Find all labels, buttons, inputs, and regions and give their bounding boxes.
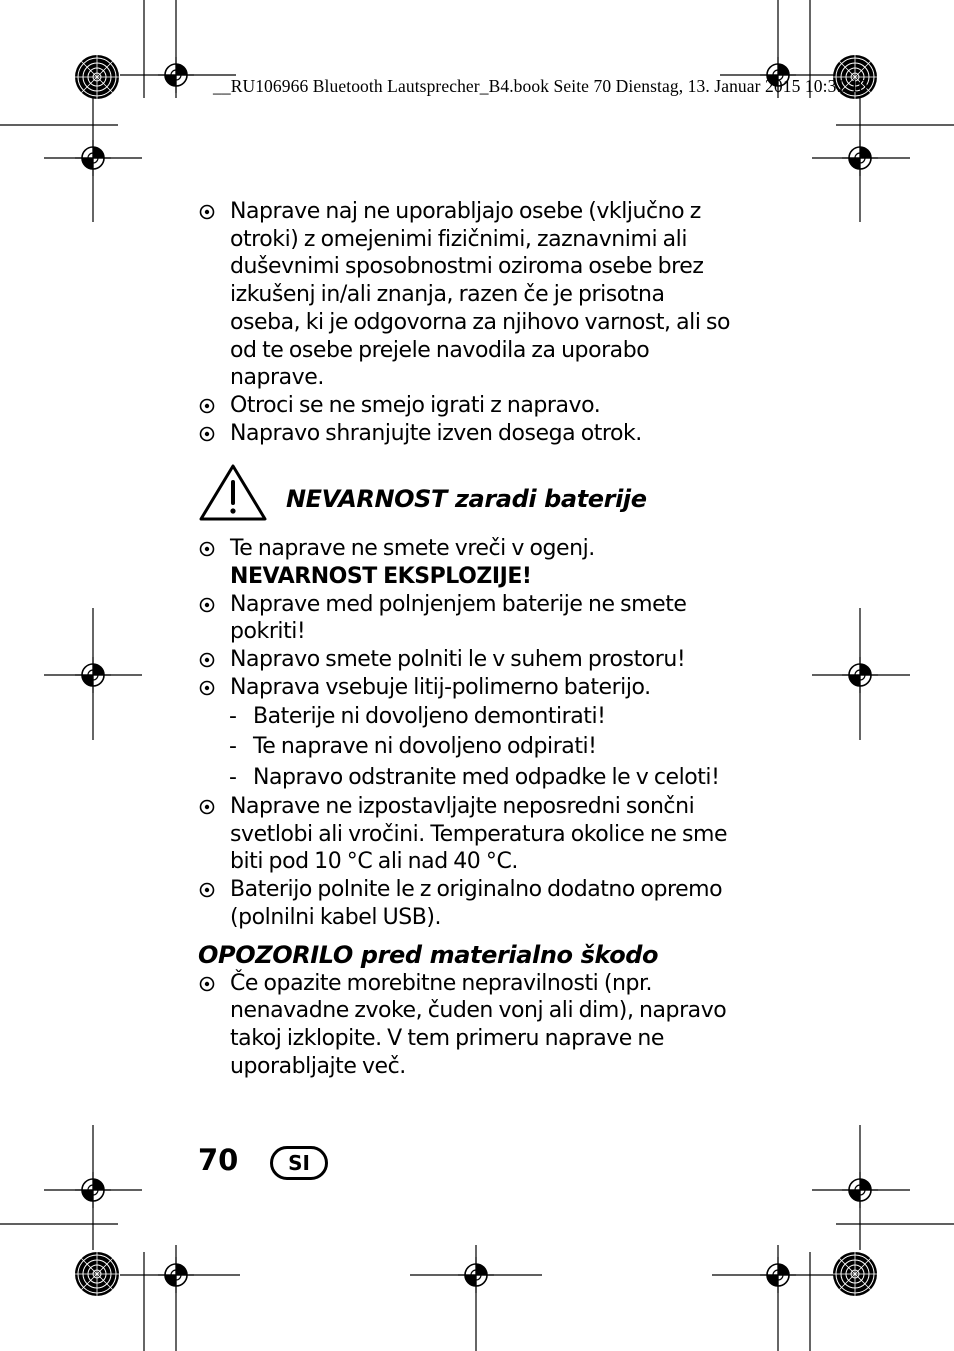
list-item-text: Baterijo polnite le z originalno dodatno opremo (polnilni kabel USB). <box>230 877 723 930</box>
list-item <box>198 876 738 931</box>
list-item-text: Napravo shranjujte izven dosega otrok. <box>230 420 642 446</box>
sub-list-item-text: Napravo odstranite med odpadke le v celoti! <box>253 764 720 790</box>
explosion-warning: NEVARNOST EKSPLOZIJE! <box>230 564 532 590</box>
list-item <box>198 646 738 674</box>
sub-list-item-text: Baterije ni dovoljeno demontirati! <box>253 703 606 729</box>
list-item <box>198 392 738 420</box>
list-item-text: Naprave naj ne uporabljajo osebe (vključno z otroki) z omejenimi fizičnimi, zaznavnimi ali duševnimi sposobnostmi oziroma osebe brez izkušenj in/ali znanja, razen če je prisotna oseba, ki je odgovorna za njihovo varnost, ali so od te osebe prejele navodila za uporabo naprave. <box>230 199 731 391</box>
sub-list-item <box>198 732 738 763</box>
circled-dot-bullet-icon <box>199 652 215 668</box>
list-item-text: Če opazite morebitne nepravilnosti (npr. nenavadne zvoke, čuden vonj ali dim), napravo takoj izklopite. V tem primeru naprave ne uporabljajte več. <box>230 970 727 1079</box>
list-item <box>198 198 738 392</box>
dash-bullet: - <box>229 764 237 790</box>
circled-dot-bullet-icon <box>199 680 215 696</box>
property-damage-heading: OPOZORILO pred materialno škodo <box>198 940 659 969</box>
sub-list-item <box>198 702 738 733</box>
circled-dot-bullet-icon <box>199 597 215 613</box>
dash-bullet: - <box>229 703 237 729</box>
list-item-text: Naprave med polnjenjem baterije ne smete pokriti! <box>230 591 687 645</box>
page-number: 70 <box>198 1143 239 1177</box>
language-badge: SI <box>270 1146 328 1180</box>
list-item-text: Naprava vsebuje litij-polimerno baterijo. <box>230 674 651 700</box>
list-item-text: Otroci se ne smejo igrati z napravo. <box>230 392 601 418</box>
print-header-line: __RU106966 Bluetooth Lautsprecher_B4.book Seite 70 Dienstag, 13. Januar 2015 10:31 10 <box>213 76 868 96</box>
sub-list-item <box>198 763 738 794</box>
warning-triangle-icon <box>198 463 268 523</box>
list-item <box>198 535 738 590</box>
list-item <box>198 591 738 646</box>
circled-dot-bullet-icon <box>199 426 215 442</box>
list-item <box>198 970 738 1081</box>
list-item-text: Te naprave ne smete vreči v ogenj. <box>230 536 595 562</box>
list-item <box>198 793 738 876</box>
circled-dot-bullet-icon <box>199 398 215 414</box>
circled-dot-bullet-icon <box>199 976 215 992</box>
list-item <box>198 420 738 448</box>
circled-dot-bullet-icon <box>199 541 215 557</box>
list-item <box>198 674 738 702</box>
dash-bullet: - <box>229 734 237 760</box>
list-item-text: Naprave ne izpostavljajte neposredni sončni svetlobi ali vročini. Temperatura okolice ne sme biti pod 10 °C ali nad 40 °C. <box>230 794 728 875</box>
circled-dot-bullet-icon <box>199 799 215 815</box>
sub-list-item-text: Te naprave ni dovoljeno odpirati! <box>253 734 597 760</box>
page-content <box>198 198 738 1080</box>
circled-dot-bullet-icon <box>199 882 215 898</box>
circled-dot-bullet-icon <box>199 204 215 220</box>
list-item-text: Napravo smete polniti le v suhem prostoru! <box>230 647 686 673</box>
battery-danger-heading: NEVARNOST zaradi baterije <box>286 485 647 514</box>
